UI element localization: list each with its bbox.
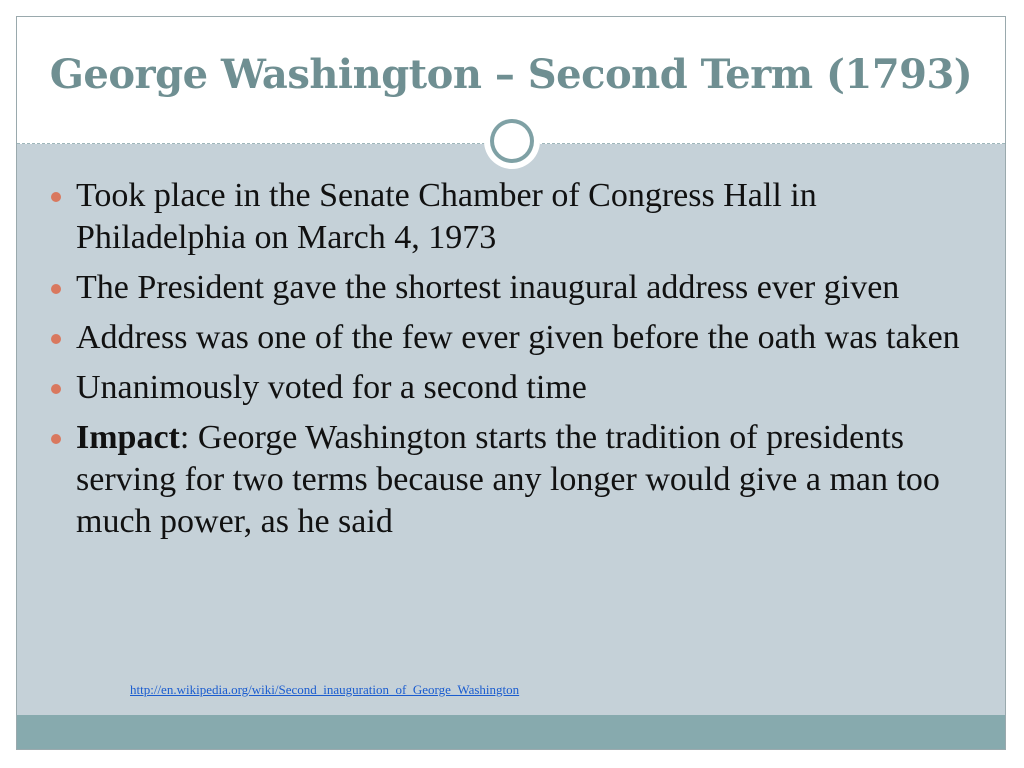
bullet-dot-icon <box>51 434 61 444</box>
bullet-bold-prefix: Impact <box>76 419 180 456</box>
bullet-item <box>47 417 967 543</box>
bullet-list <box>47 175 967 551</box>
bullet-text: Took place in the Senate Chamber of Congress Hall in Philadelphia on March 4, 1973 <box>76 177 817 256</box>
bullet-item <box>47 175 967 259</box>
ring-shape <box>490 119 534 163</box>
bullet-item <box>47 317 967 359</box>
bullet-dot-icon <box>51 284 61 294</box>
bullet-item <box>47 267 967 309</box>
bullet-dot-icon <box>51 384 61 394</box>
slide-title: George Washington – Second Term (1793) <box>49 51 973 98</box>
bullet-text: Address was one of the few ever given before the oath was taken <box>76 319 960 356</box>
footer-bar <box>17 715 1005 749</box>
bullet-dot-icon <box>51 192 61 202</box>
bullet-text: Unanimously voted for a second time <box>76 369 587 406</box>
bullet-item <box>47 367 967 409</box>
source-link[interactable]: http://en.wikipedia.org/wiki/Second_inauguration_of_George_Washington <box>130 682 520 697</box>
bullet-text: : George Washington starts the tradition of presidents serving for two terms because any longer would give a man too much power, as he said <box>76 419 940 540</box>
slide <box>16 16 1006 750</box>
bullet-text: The President gave the shortest inaugural address ever given <box>76 269 900 306</box>
circle-ring-icon <box>484 113 540 169</box>
bullet-dot-icon <box>51 334 61 344</box>
